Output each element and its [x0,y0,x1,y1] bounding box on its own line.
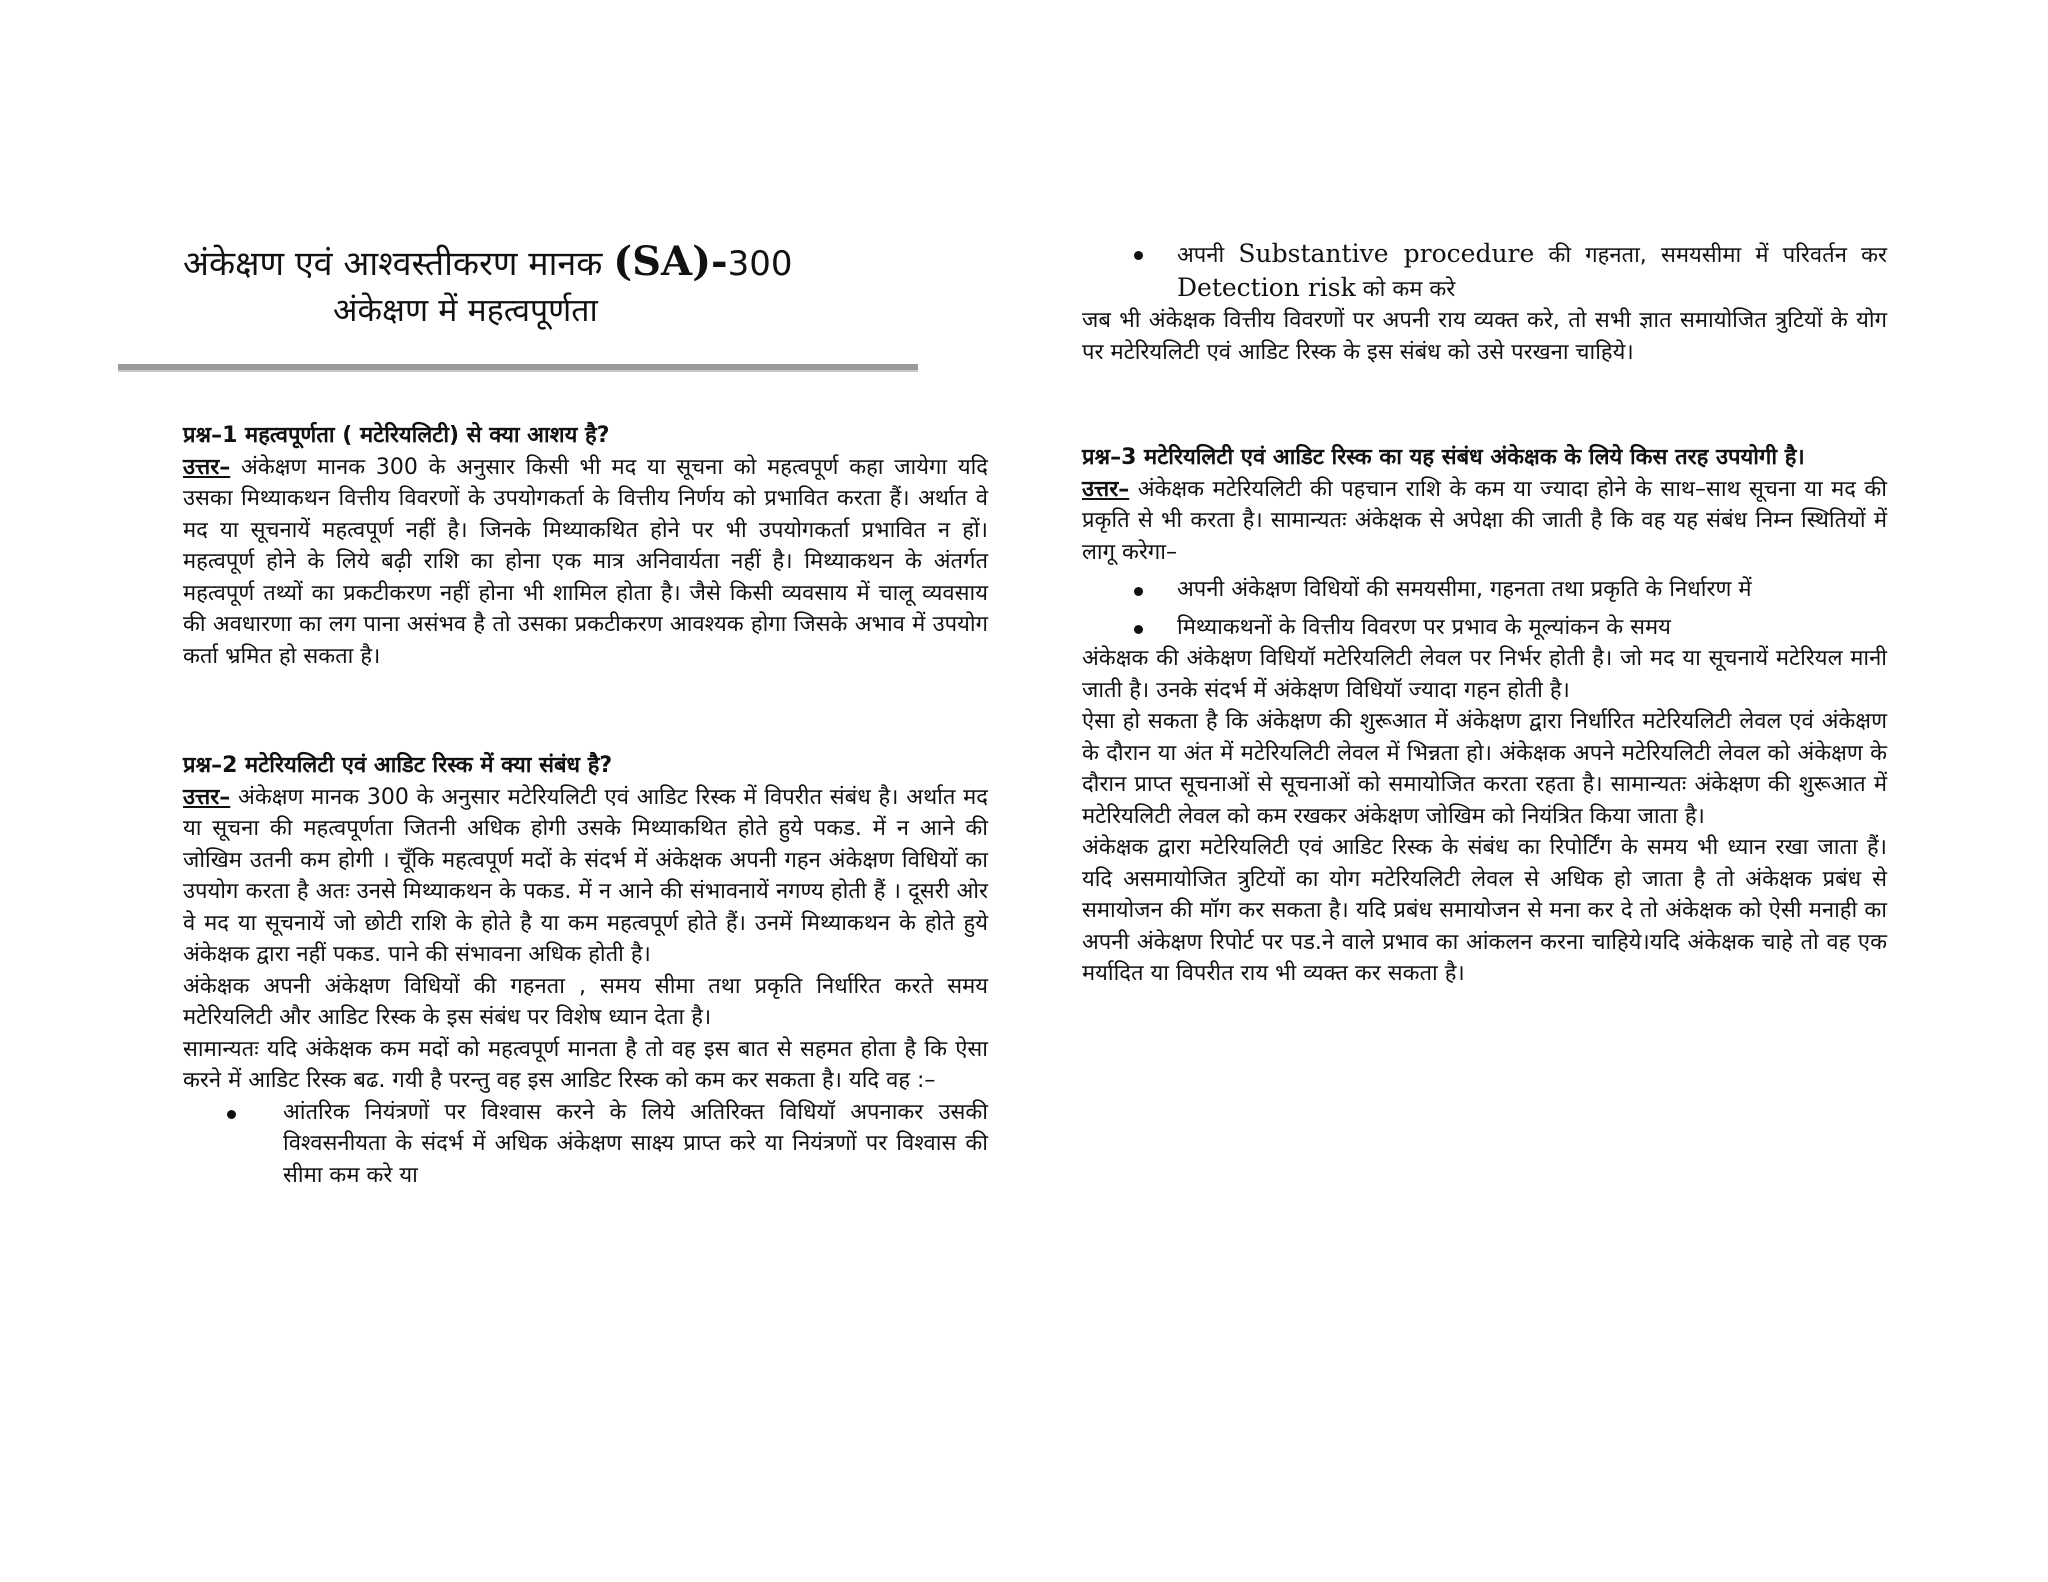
title-number: 300 [727,244,793,284]
q2-section [183,750,988,1191]
q2-question: प्रश्न–2 मटेरियलिटी एवं आडिट रिस्क में क्या संबंध है? [183,753,613,778]
q1-section [183,420,988,672]
q3-answer-label: उत्तर– [1082,476,1130,502]
list-item [1082,574,1887,606]
q1-question: प्रश्न–1 महत्वपूर्णता ( मटेरियलिटी) से क्या आशय है? [183,423,610,448]
q2-answer-text: अंकेक्षण मानक 300 के अनुसार मटेरियलिटी एवं आडिट रिस्क में विपरीत संबंध है। अर्थात मद या सूचना की महत्वपूर्णता जितनी अधिक होगी उसके मिथ्याकथित होते हुये पकड. में न आने की जोखिम उतनी कम होगी । चूँकि महत्वपूर्ण मदों के संदर्भ में अंकेक्षक अपनी गहन अंकेक्षण विधियों का उपयोग करता है अतः उनसे मिथ्याकथन के पकड. में न आने की संभावनायें नगण्य होती हैं । दूसरी ओर वे मद या सूचनायें जो छोटी राशि के होते है या कम महत्वपूर्ण होते हैं। उनमें मिथ्याकथन के होते हुये अंकेक्षक द्वारा नहीं पकड. पाने की संभावना अधिक होती है। [183,784,988,967]
q1-answer-text: अंकेक्षण मानक 300 के अनुसार किसी भी मद या सूचना को महत्वपूर्ण कहा जायेगा यदि उसका मिथ्याकथन वित्तीय विवरणों के उपयोगकर्ता के वित्तीय निर्णय को प्रभावित करता हैं। अर्थात वे मद या सूचनायें महत्वपूर्ण नहीं है। जिनके मिथ्याकथित होने पर भी उपयोगकर्ता प्रभावित न हों। महत्वपूर्ण होने के लिये बढ़ी राशि का होना एक मात्र अनिवार्यता नहीं है। मिथ्याकथन के अंतर्गत महत्वपूर्ण तथ्यों का प्रकटीकरण नहीं होना भी शामिल होता है। जैसे किसी व्यवसाय में चालू व्यवसाय की अवधारणा का लग पाना असंभव है तो उसका प्रकटीकरण आवश्यक होगा जिसके अभाव में उपयोग कर्ता भ्रमित हो सकता है। [183,454,988,669]
bullet-text-part: को कम करे [1355,276,1456,302]
q3-bullet-1: अपनी अंकेक्षण विधियों की समयसीमा, गहनता तथा प्रकृति के निर्धारण में [1177,577,1752,602]
bullet-icon [1134,587,1143,596]
q1-answer-label: उत्तर– [183,454,231,480]
q3-bullet-2: मिथ्याकथनों के वित्तीय विवरण पर प्रभाव के मूल्यांकन के समय [1177,614,1671,640]
q3-paragraph-3: ऐसा हो सकता है कि अंकेक्षण की शुरूआत में अंकेक्षण द्वारा निर्धारित मटेरियलिटी लेवल एवं अंकेक्षण के दौरान या अंत में मटेरियलिटी लेवल में भिन्नता हो। अंकेक्षक अपने मटेरियलिटी लेवल को अंकेक्षण के दौरान प्राप्त सूचनाओं से सूचनाओं को समायोजित करता रहता है। सामान्यतः अंकेक्षण की शुरूआत में मटेरियलिटी लेवल को कम रखकर अंकेक्षण जोखिम को नियंत्रित किया जाता है। [1082,709,1887,829]
list-item [183,1097,988,1192]
q3-question: प्रश्न–3 मटेरियलिटी एवं आडिट रिस्क का यह संबंध अंकेक्षक के लिये किस तरह उपयोगी है। [1082,445,1805,470]
bullet-icon [1134,251,1143,260]
list-item [1082,612,1887,644]
right-top-section [1082,238,1887,368]
q3-answer-text: अंकेक्षक मटेरियलिटी की पहचान राशि के कम या ज्यादा होने के साथ–साथ सूचना या मद की प्रकृति से भी करता है। सामान्यतः अंकेक्षक से अपेक्षा की जाती है कि वह यह संबंध निम्न स्थितियों में लागू करेगा– [1082,476,1887,565]
bullet-text-part: की गहनता, समयसीमा में परिवर्तन कर [1534,243,1888,268]
q3-answer [1082,474,1887,569]
q3-paragraph-2: अंकेक्षक की अंकेक्षण विधियॉ मटेरियलिटी लेवल पर निर्भर होती है। जो मद या सूचनायें मटेरियल मानी जाती है। उनके संदर्भ में अंकेक्षण विधियॉ ज्यादा गहन होती है। [1082,646,1887,703]
page-title [183,238,923,288]
bullet-term: Substantive procedure [1238,239,1535,268]
bullet-text-part: अपनी [1177,243,1239,268]
q3-bullet-list [1082,574,1887,643]
q2-bullet-list [183,1097,988,1192]
title-block [183,238,923,332]
page-subtitle: अंकेक्षण में महत्वपूर्णता [333,291,598,329]
q2-paragraph-2: अंकेक्षक अपनी अंकेक्षण विधियों की गहनता , समय सीमा तथा प्रकृति निर्धारित करते समय मटेरियलिटी और आडिट रिस्क के इस संबंध पर विशेष ध्यान देता है। [183,973,988,1030]
q2-bullet-1: आंतरिक नियंत्रणों पर विश्वास करने के लिये अतिरिक्त विधियॉ अपनाकर उसकी विश्वसनीयता के संदर्भ में अधिक अंकेक्षण साक्ष्य प्राप्त करे या नियंत्रणों पर विश्वास की सीमा कम करे या [283,1099,988,1188]
q3-paragraph-4: अंकेक्षक द्वारा मटेरियलिटी एवं आडिट रिस्क के संबंध का रिपोर्टिंग के समय भी ध्यान रखा जाता हैं। यदि असमायोजित त्रुटियों का योग मटेरियलिटी लेवल से अधिक हो जाता है तो अंकेक्षक प्रबंध से समायोजन की मॉग कर सकता है। यदि प्रबंध समायोजन से मना कर दे तो अंकेक्षक को ऐसी मनाही का अपनी अंकेक्षण रिपोर्ट पर पड.ने वाले प्रभाव का आंकलन करना चाहिये।यदि अंकेक्षक चाहे तो वह एक मर्यादित या विपरीत राय भी व्यक्त कर सकता है। [1082,835,1887,986]
title-prefix: अंकेक्षण एवं आश्वस्तीकरण मानक [183,244,614,284]
q2-answer [183,782,988,971]
bullet-term: Detection risk [1177,272,1356,302]
q2-answer-label: उत्तर– [183,784,231,810]
list-item [1082,238,1887,305]
bullet-icon [227,1110,236,1119]
q1-answer [183,452,988,673]
title-divider [118,364,918,372]
q2-paragraph-3: सामान्यतः यदि अंकेक्षक कम मदों को महत्वपूर्ण मानता है तो वह इस बात से सहमत होता है कि ऐसा करने में आडिट रिस्क बढ. गयी है परन्तु वह इस आडिट रिस्क को कम कर सकता है। यदि वह :– [183,1036,988,1093]
bullet-icon [1134,625,1143,634]
right-top-bullet-list [1082,238,1887,305]
right-paragraph-1: जब भी अंकेक्षक वित्तीय विवरणों पर अपनी राय व्यक्त करे, तो सभी ज्ञात समायोजित त्रुटियों के योग पर मटेरियलिटी एवं आडिट रिस्क के इस संबंध को उसे परखना चाहिये। [1082,308,1887,365]
title-code: (SA)- [613,238,728,285]
q3-section [1082,442,1887,990]
